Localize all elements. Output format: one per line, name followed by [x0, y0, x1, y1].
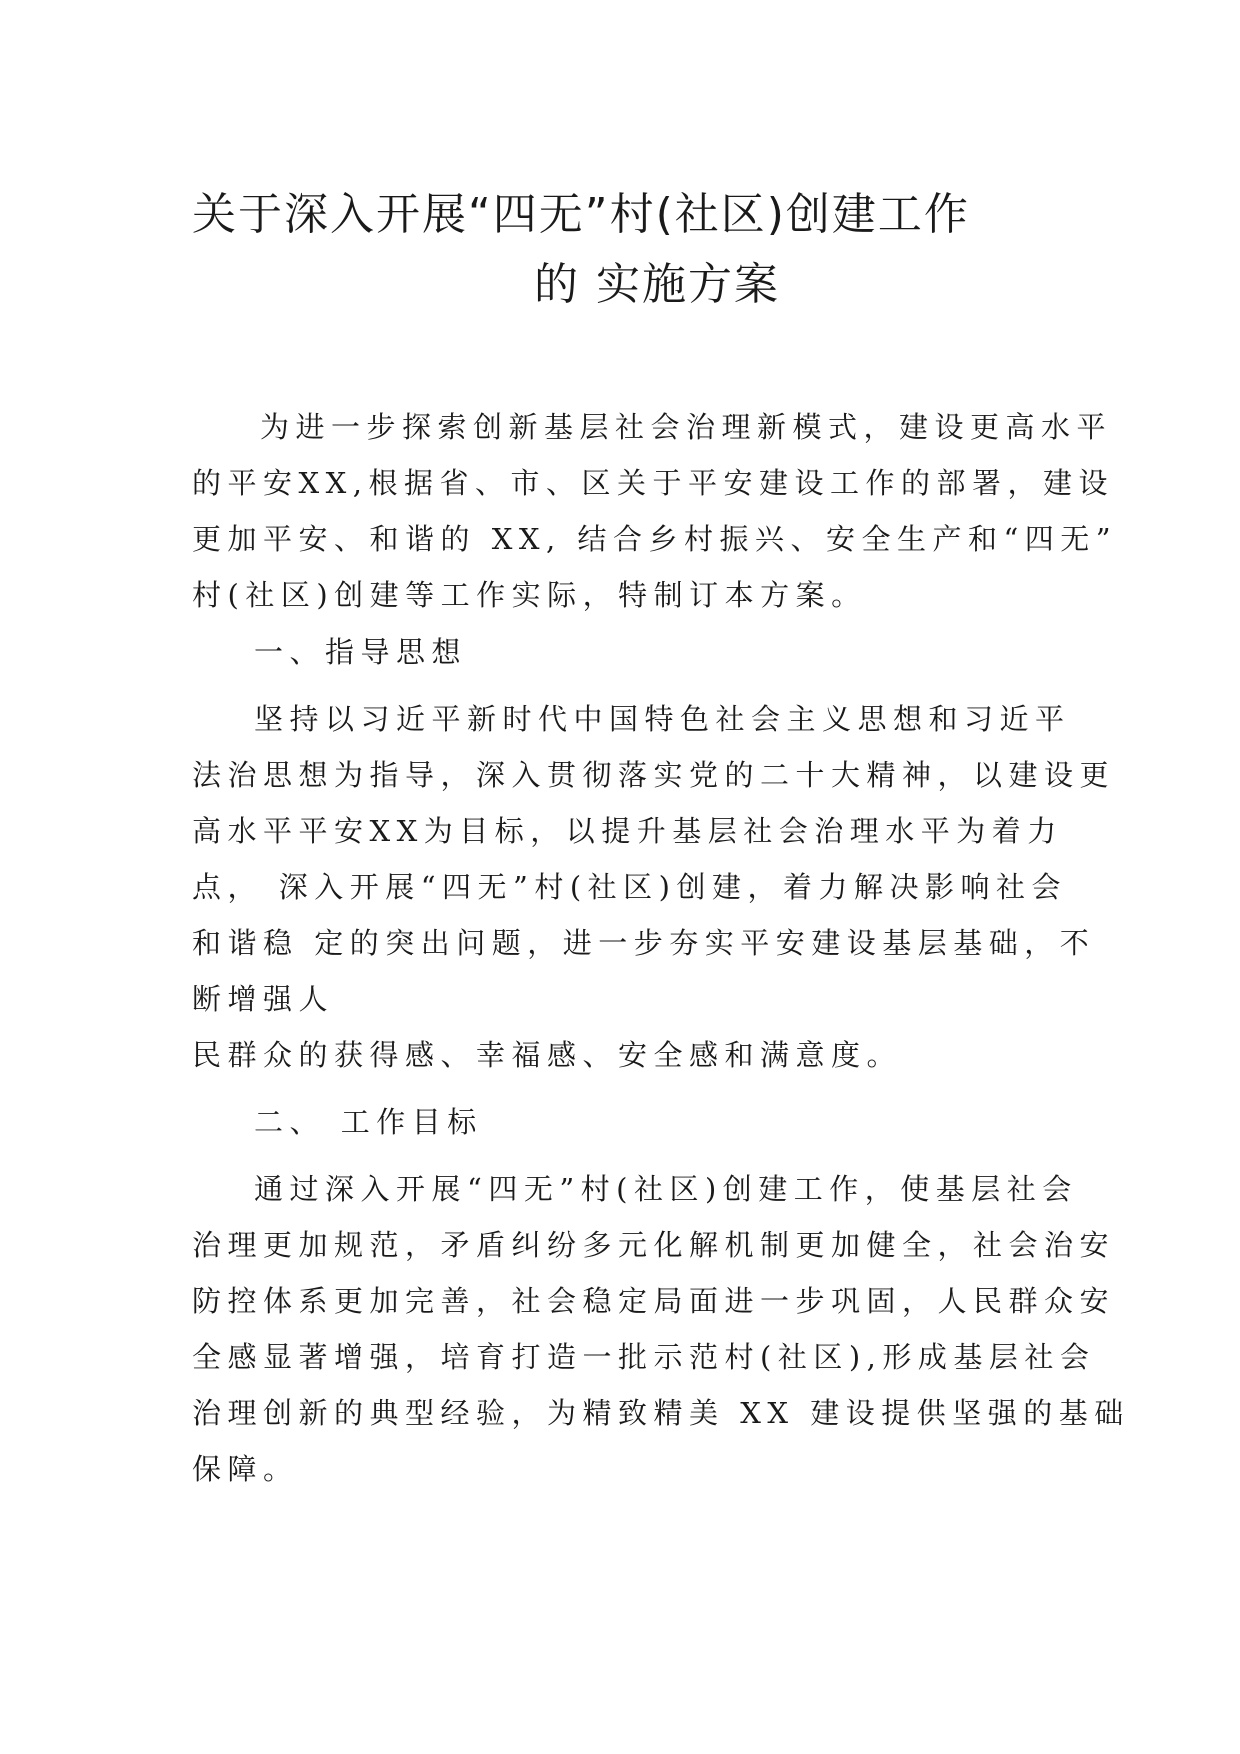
paragraph-goals-line-5: 治理创新的典型经验，为精致精美 XX 建设提供坚强的基础: [192, 1396, 1130, 1430]
paragraph-guiding-line-3: 高水平平安XX为目标，以提升基层社会治理水平为着力: [192, 814, 1063, 848]
paragraph-goals-line-2: 治理更加规范，矛盾纠纷多元化解机制更加健全，社会治安: [192, 1228, 1116, 1262]
paragraph-goals-line-4: 全感显著增强，培育打造一批示范村(社区),形成基层社会: [192, 1340, 1096, 1374]
paragraph-intro-line-1: 为进一步探索创新基层社会治理新模式，建设更高水平: [260, 410, 1113, 444]
section-heading-work-goals: 二、 工作目标: [254, 1105, 483, 1139]
paragraph-goals-line-1: 通过深入开展“四无”村(社区)创建工作，使基层社会: [254, 1172, 1078, 1206]
document-title-line-2: 的 实施方案: [534, 259, 780, 310]
paragraph-intro-line-4: 村(社区)创建等工作实际，特制订本方案。: [192, 578, 867, 612]
paragraph-intro-line-2: 的平安XX,根据省、市、区关于平安建设工作的部署，建设: [192, 466, 1115, 500]
paragraph-intro-line-3: 更加平安、和谐的 XX, 结合乡村振兴、安全生产和“四无”: [192, 522, 1118, 556]
paragraph-guiding-line-6: 断增强人: [192, 982, 335, 1016]
paragraph-goals-line-3: 防控体系更加完善，社会稳定局面进一步巩固，人民群众安: [192, 1284, 1116, 1318]
paragraph-guiding-line-1: 坚持以习近平新时代中国特色社会主义思想和习近平: [254, 702, 1071, 736]
paragraph-guiding-line-7: 民群众的获得感、幸福感、安全感和满意度。: [192, 1038, 903, 1072]
paragraph-guiding-line-2: 法治思想为指导，深入贯彻落实党的二十大精神，以建设更: [192, 758, 1116, 792]
paragraph-guiding-line-5: 和谐稳 定的突出问题，进一步夯实平安建设基层基础，不: [192, 926, 1096, 960]
paragraph-guiding-line-4: 点， 深入开展“四无”村(社区)创建，着力解决影响社会: [192, 870, 1067, 904]
paragraph-goals-line-6: 保障。: [192, 1452, 299, 1486]
document-title-line-1: 关于深入开展“四无”村(社区)创建工作: [192, 189, 970, 240]
section-heading-guiding-thought: 一、指导思想: [254, 635, 468, 669]
